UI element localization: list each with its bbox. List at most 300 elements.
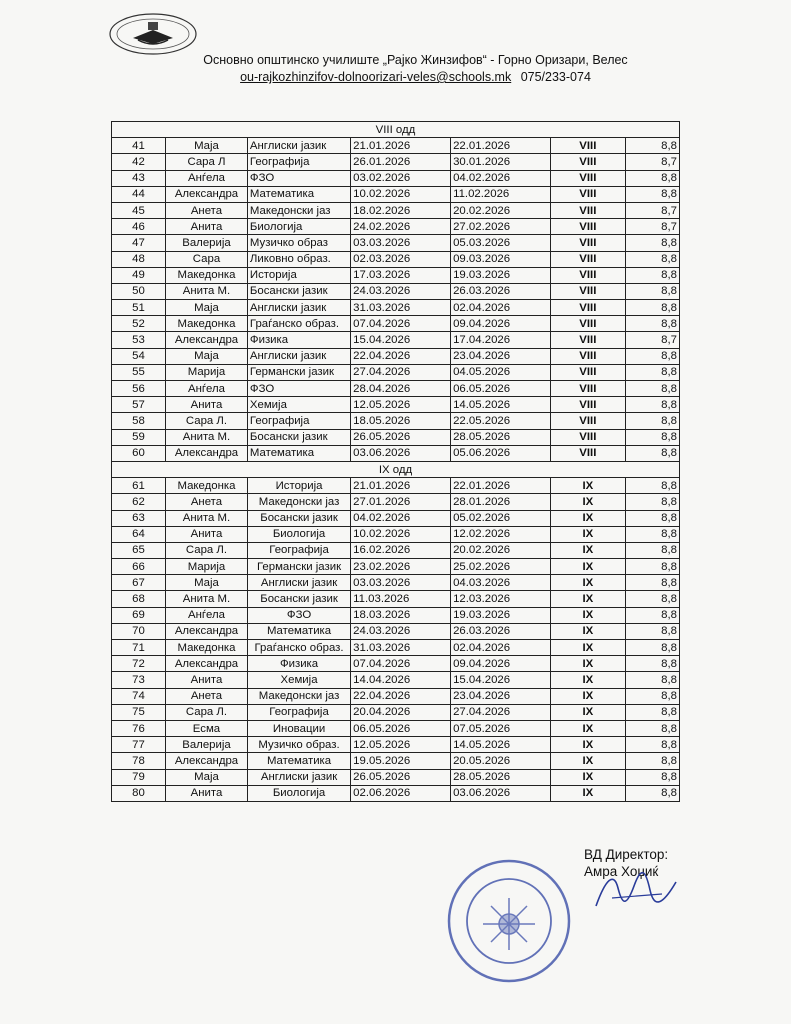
class-grade: VIII bbox=[550, 138, 625, 154]
table-row bbox=[112, 429, 680, 445]
row-number: 59 bbox=[112, 429, 166, 445]
table-row bbox=[112, 316, 680, 332]
start-date: 31.03.2026 bbox=[351, 300, 451, 316]
table-row bbox=[112, 591, 680, 607]
end-date: 23.04.2026 bbox=[451, 348, 551, 364]
teacher-name: Анита М. bbox=[166, 510, 248, 526]
start-date: 03.03.2026 bbox=[351, 235, 451, 251]
class-grade: IX bbox=[550, 591, 625, 607]
class-grade: IX bbox=[550, 542, 625, 558]
start-date: 12.05.2026 bbox=[351, 397, 451, 413]
start-date: 28.04.2026 bbox=[351, 381, 451, 397]
table-row bbox=[112, 138, 680, 154]
start-date: 21.01.2026 bbox=[351, 138, 451, 154]
start-date: 07.04.2026 bbox=[351, 656, 451, 672]
grade-value: 8,8 bbox=[625, 267, 679, 283]
table-row bbox=[112, 542, 680, 558]
end-date: 05.02.2026 bbox=[451, 510, 551, 526]
grade-value: 8,8 bbox=[625, 494, 679, 510]
end-date: 20.05.2026 bbox=[451, 753, 551, 769]
teacher-name: Есма bbox=[166, 720, 248, 736]
subject: Музичко образ. bbox=[247, 737, 350, 753]
row-number: 71 bbox=[112, 640, 166, 656]
table-row bbox=[112, 186, 680, 202]
table-row bbox=[112, 219, 680, 235]
table-row bbox=[112, 607, 680, 623]
subject: Англиски јазик bbox=[247, 575, 350, 591]
table-row bbox=[112, 494, 680, 510]
end-date: 02.04.2026 bbox=[451, 300, 551, 316]
class-grade: IX bbox=[550, 704, 625, 720]
teacher-name: Александра bbox=[166, 753, 248, 769]
end-date: 09.03.2026 bbox=[451, 251, 551, 267]
start-date: 24.03.2026 bbox=[351, 623, 451, 639]
start-date: 22.04.2026 bbox=[351, 348, 451, 364]
grade-value: 8,8 bbox=[625, 429, 679, 445]
row-number: 72 bbox=[112, 656, 166, 672]
row-number: 80 bbox=[112, 785, 166, 801]
end-date: 15.04.2026 bbox=[451, 672, 551, 688]
grade-value: 8,8 bbox=[625, 591, 679, 607]
row-number: 51 bbox=[112, 300, 166, 316]
table-row bbox=[112, 397, 680, 413]
end-date: 04.03.2026 bbox=[451, 575, 551, 591]
table-row bbox=[112, 704, 680, 720]
table-row bbox=[112, 332, 680, 348]
row-number: 60 bbox=[112, 445, 166, 461]
grade-value: 8,8 bbox=[625, 672, 679, 688]
grade-value: 8,8 bbox=[625, 510, 679, 526]
subject: Македонски јаз bbox=[247, 202, 350, 218]
teacher-name: Анета bbox=[166, 202, 248, 218]
row-number: 69 bbox=[112, 607, 166, 623]
table-row bbox=[112, 235, 680, 251]
class-grade: VIII bbox=[550, 381, 625, 397]
subject: Иновации bbox=[247, 720, 350, 736]
start-date: 14.04.2026 bbox=[351, 672, 451, 688]
row-number: 75 bbox=[112, 704, 166, 720]
grade-value: 8,8 bbox=[625, 542, 679, 558]
start-date: 04.02.2026 bbox=[351, 510, 451, 526]
end-date: 28.01.2026 bbox=[451, 494, 551, 510]
row-number: 64 bbox=[112, 526, 166, 542]
start-date: 21.01.2026 bbox=[351, 478, 451, 494]
class-grade: VIII bbox=[550, 219, 625, 235]
subject: Географија bbox=[247, 704, 350, 720]
table-row bbox=[112, 348, 680, 364]
teacher-name: Александра bbox=[166, 186, 248, 202]
row-number: 41 bbox=[112, 138, 166, 154]
start-date: 18.02.2026 bbox=[351, 202, 451, 218]
subject: Босански јазик bbox=[247, 283, 350, 299]
start-date: 11.03.2026 bbox=[351, 591, 451, 607]
subject: Граѓанско образ. bbox=[247, 640, 350, 656]
teacher-name: Марија bbox=[166, 559, 248, 575]
start-date: 03.06.2026 bbox=[351, 445, 451, 461]
grade-value: 8,8 bbox=[625, 575, 679, 591]
grade-value: 8,8 bbox=[625, 300, 679, 316]
subject: Ликовно образ. bbox=[247, 251, 350, 267]
subject: Граѓанско образ. bbox=[247, 316, 350, 332]
end-date: 20.02.2026 bbox=[451, 542, 551, 558]
row-number: 57 bbox=[112, 397, 166, 413]
row-number: 74 bbox=[112, 688, 166, 704]
start-date: 15.04.2026 bbox=[351, 332, 451, 348]
row-number: 79 bbox=[112, 769, 166, 785]
class-grade: VIII bbox=[550, 170, 625, 186]
teacher-name: Македонка bbox=[166, 316, 248, 332]
teacher-name: Анѓела bbox=[166, 381, 248, 397]
subject: Историја bbox=[247, 267, 350, 283]
end-date: 04.05.2026 bbox=[451, 364, 551, 380]
table-row bbox=[112, 753, 680, 769]
teacher-name: Македонка bbox=[166, 267, 248, 283]
row-number: 47 bbox=[112, 235, 166, 251]
grade-value: 8,8 bbox=[625, 138, 679, 154]
start-date: 26.01.2026 bbox=[351, 154, 451, 170]
row-number: 73 bbox=[112, 672, 166, 688]
school-phone: 075/233-074 bbox=[520, 70, 591, 84]
teacher-name: Маја bbox=[166, 138, 248, 154]
end-date: 09.04.2026 bbox=[451, 656, 551, 672]
row-number: 45 bbox=[112, 202, 166, 218]
class-grade: IX bbox=[550, 623, 625, 639]
teacher-name: Маја bbox=[166, 769, 248, 785]
row-number: 54 bbox=[112, 348, 166, 364]
start-date: 07.04.2026 bbox=[351, 316, 451, 332]
teacher-name: Александра bbox=[166, 623, 248, 639]
grade-value: 8,8 bbox=[625, 526, 679, 542]
grade-value: 8,8 bbox=[625, 720, 679, 736]
end-date: 07.05.2026 bbox=[451, 720, 551, 736]
start-date: 27.01.2026 bbox=[351, 494, 451, 510]
grade-value: 8,8 bbox=[625, 769, 679, 785]
grade-value: 8,8 bbox=[625, 785, 679, 801]
table-row bbox=[112, 720, 680, 736]
start-date: 10.02.2026 bbox=[351, 186, 451, 202]
section-title: IX одд bbox=[112, 461, 680, 477]
end-date: 09.04.2026 bbox=[451, 316, 551, 332]
subject: Математика bbox=[247, 445, 350, 461]
start-date: 02.03.2026 bbox=[351, 251, 451, 267]
end-date: 28.05.2026 bbox=[451, 429, 551, 445]
class-grade: IX bbox=[550, 575, 625, 591]
end-date: 19.03.2026 bbox=[451, 607, 551, 623]
end-date: 12.02.2026 bbox=[451, 526, 551, 542]
grade-value: 8,8 bbox=[625, 737, 679, 753]
grade-value: 8,7 bbox=[625, 202, 679, 218]
subject: Физика bbox=[247, 656, 350, 672]
class-grade: IX bbox=[550, 526, 625, 542]
subject: Математика bbox=[247, 186, 350, 202]
teacher-name: Марија bbox=[166, 364, 248, 380]
start-date: 12.05.2026 bbox=[351, 737, 451, 753]
end-date: 05.06.2026 bbox=[451, 445, 551, 461]
class-grade: VIII bbox=[550, 364, 625, 380]
class-grade: IX bbox=[550, 688, 625, 704]
grade-value: 8,8 bbox=[625, 413, 679, 429]
row-number: 48 bbox=[112, 251, 166, 267]
grade-value: 8,7 bbox=[625, 154, 679, 170]
class-grade: VIII bbox=[550, 429, 625, 445]
class-grade: VIII bbox=[550, 300, 625, 316]
subject: Физика bbox=[247, 332, 350, 348]
teacher-name: Александра bbox=[166, 445, 248, 461]
end-date: 27.02.2026 bbox=[451, 219, 551, 235]
official-seal bbox=[446, 858, 572, 984]
end-date: 19.03.2026 bbox=[451, 267, 551, 283]
teacher-name: Валерија bbox=[166, 737, 248, 753]
table-row bbox=[112, 445, 680, 461]
teacher-name: Маја bbox=[166, 300, 248, 316]
start-date: 03.02.2026 bbox=[351, 170, 451, 186]
school-email-link[interactable]: ou-rajkozhinzifov-dolnoorizari-veles@schools.mk bbox=[240, 70, 512, 84]
row-number: 55 bbox=[112, 364, 166, 380]
grade-value: 8,8 bbox=[625, 478, 679, 494]
teacher-name: Маја bbox=[166, 348, 248, 364]
row-number: 78 bbox=[112, 753, 166, 769]
director-name: Амра Хоџиќ bbox=[584, 864, 659, 879]
grade-value: 8,8 bbox=[625, 251, 679, 267]
subject: Хемија bbox=[247, 672, 350, 688]
class-grade: IX bbox=[550, 640, 625, 656]
end-date: 22.01.2026 bbox=[451, 478, 551, 494]
table-row bbox=[112, 202, 680, 218]
class-grade: IX bbox=[550, 737, 625, 753]
table-row bbox=[112, 785, 680, 801]
school-logo bbox=[108, 12, 198, 56]
end-date: 26.03.2026 bbox=[451, 283, 551, 299]
subject: Босански јазик bbox=[247, 591, 350, 607]
end-date: 26.03.2026 bbox=[451, 623, 551, 639]
teacher-name: Маја bbox=[166, 575, 248, 591]
school-name: Основно општинско училиште „Рајко Жинзифов“ - Горно Оризари, Велес bbox=[203, 53, 628, 67]
class-grade: IX bbox=[550, 656, 625, 672]
row-number: 62 bbox=[112, 494, 166, 510]
subject: Босански јазик bbox=[247, 510, 350, 526]
schedule-table bbox=[111, 121, 680, 802]
end-date: 30.01.2026 bbox=[451, 154, 551, 170]
class-grade: IX bbox=[550, 607, 625, 623]
end-date: 05.03.2026 bbox=[451, 235, 551, 251]
end-date: 20.02.2026 bbox=[451, 202, 551, 218]
row-number: 70 bbox=[112, 623, 166, 639]
class-grade: VIII bbox=[550, 235, 625, 251]
row-number: 76 bbox=[112, 720, 166, 736]
subject: Англиски јазик bbox=[247, 300, 350, 316]
end-date: 06.05.2026 bbox=[451, 381, 551, 397]
subject: Англиски јазик bbox=[247, 769, 350, 785]
school-header bbox=[0, 52, 791, 86]
end-date: 14.05.2026 bbox=[451, 737, 551, 753]
grade-value: 8,8 bbox=[625, 316, 679, 332]
class-grade: IX bbox=[550, 720, 625, 736]
end-date: 14.05.2026 bbox=[451, 397, 551, 413]
teacher-name: Александра bbox=[166, 332, 248, 348]
class-grade: IX bbox=[550, 672, 625, 688]
grade-value: 8,8 bbox=[625, 623, 679, 639]
start-date: 26.05.2026 bbox=[351, 429, 451, 445]
class-grade: VIII bbox=[550, 283, 625, 299]
section-header-row bbox=[112, 122, 680, 138]
grade-value: 8,7 bbox=[625, 219, 679, 235]
subject: Биологија bbox=[247, 219, 350, 235]
grade-value: 8,8 bbox=[625, 656, 679, 672]
teacher-name: Сара Л. bbox=[166, 542, 248, 558]
subject: Босански јазик bbox=[247, 429, 350, 445]
start-date: 22.04.2026 bbox=[351, 688, 451, 704]
subject: Историја bbox=[247, 478, 350, 494]
class-grade: VIII bbox=[550, 267, 625, 283]
start-date: 10.02.2026 bbox=[351, 526, 451, 542]
start-date: 17.03.2026 bbox=[351, 267, 451, 283]
start-date: 31.03.2026 bbox=[351, 640, 451, 656]
class-grade: VIII bbox=[550, 202, 625, 218]
subject: Македонски јаз bbox=[247, 494, 350, 510]
class-grade: IX bbox=[550, 769, 625, 785]
table-row bbox=[112, 688, 680, 704]
table-row bbox=[112, 381, 680, 397]
class-grade: VIII bbox=[550, 186, 625, 202]
start-date: 20.04.2026 bbox=[351, 704, 451, 720]
grade-value: 8,7 bbox=[625, 332, 679, 348]
table-row bbox=[112, 170, 680, 186]
subject: ФЗО bbox=[247, 607, 350, 623]
class-grade: VIII bbox=[550, 154, 625, 170]
class-grade: VIII bbox=[550, 316, 625, 332]
grade-value: 8,8 bbox=[625, 445, 679, 461]
subject: Хемија bbox=[247, 397, 350, 413]
table-row bbox=[112, 413, 680, 429]
start-date: 06.05.2026 bbox=[351, 720, 451, 736]
table-row bbox=[112, 640, 680, 656]
start-date: 03.03.2026 bbox=[351, 575, 451, 591]
grade-value: 8,8 bbox=[625, 364, 679, 380]
grade-value: 8,8 bbox=[625, 753, 679, 769]
start-date: 23.02.2026 bbox=[351, 559, 451, 575]
table-row bbox=[112, 559, 680, 575]
table-row bbox=[112, 251, 680, 267]
start-date: 24.02.2026 bbox=[351, 219, 451, 235]
end-date: 22.05.2026 bbox=[451, 413, 551, 429]
subject: Математика bbox=[247, 623, 350, 639]
subject: ФЗО bbox=[247, 170, 350, 186]
row-number: 63 bbox=[112, 510, 166, 526]
section-title: VIII одд bbox=[112, 122, 680, 138]
teacher-name: Анита bbox=[166, 219, 248, 235]
class-grade: VIII bbox=[550, 251, 625, 267]
end-date: 25.02.2026 bbox=[451, 559, 551, 575]
start-date: 26.05.2026 bbox=[351, 769, 451, 785]
end-date: 12.03.2026 bbox=[451, 591, 551, 607]
row-number: 46 bbox=[112, 219, 166, 235]
start-date: 18.05.2026 bbox=[351, 413, 451, 429]
row-number: 43 bbox=[112, 170, 166, 186]
row-number: 50 bbox=[112, 283, 166, 299]
row-number: 66 bbox=[112, 559, 166, 575]
table-row bbox=[112, 623, 680, 639]
handwritten-signature bbox=[592, 868, 680, 912]
table-row bbox=[112, 526, 680, 542]
end-date: 02.04.2026 bbox=[451, 640, 551, 656]
start-date: 16.02.2026 bbox=[351, 542, 451, 558]
table-row bbox=[112, 737, 680, 753]
table-row bbox=[112, 364, 680, 380]
end-date: 11.02.2026 bbox=[451, 186, 551, 202]
class-grade: IX bbox=[550, 559, 625, 575]
class-grade: IX bbox=[550, 510, 625, 526]
row-number: 44 bbox=[112, 186, 166, 202]
grade-value: 8,8 bbox=[625, 348, 679, 364]
class-grade: IX bbox=[550, 785, 625, 801]
grade-value: 8,8 bbox=[625, 397, 679, 413]
start-date: 24.03.2026 bbox=[351, 283, 451, 299]
subject: Германски јазик bbox=[247, 364, 350, 380]
teacher-name: Анита М. bbox=[166, 283, 248, 299]
row-number: 42 bbox=[112, 154, 166, 170]
row-number: 67 bbox=[112, 575, 166, 591]
table-row bbox=[112, 300, 680, 316]
teacher-name: Анита bbox=[166, 672, 248, 688]
end-date: 27.04.2026 bbox=[451, 704, 551, 720]
grade-value: 8,8 bbox=[625, 283, 679, 299]
subject: Македонски јаз bbox=[247, 688, 350, 704]
table-row bbox=[112, 672, 680, 688]
table-row bbox=[112, 510, 680, 526]
grade-value: 8,8 bbox=[625, 381, 679, 397]
class-grade: IX bbox=[550, 753, 625, 769]
grade-value: 8,8 bbox=[625, 235, 679, 251]
grade-value: 8,8 bbox=[625, 640, 679, 656]
class-grade: VIII bbox=[550, 332, 625, 348]
class-grade: VIII bbox=[550, 397, 625, 413]
start-date: 18.03.2026 bbox=[351, 607, 451, 623]
end-date: 04.02.2026 bbox=[451, 170, 551, 186]
class-grade: VIII bbox=[550, 348, 625, 364]
table-row bbox=[112, 769, 680, 785]
section-header-row bbox=[112, 461, 680, 477]
subject: Географија bbox=[247, 413, 350, 429]
teacher-name: Македонка bbox=[166, 478, 248, 494]
grade-value: 8,8 bbox=[625, 559, 679, 575]
table-row bbox=[112, 154, 680, 170]
row-number: 52 bbox=[112, 316, 166, 332]
class-grade: VIII bbox=[550, 445, 625, 461]
row-number: 58 bbox=[112, 413, 166, 429]
teacher-name: Сара Л. bbox=[166, 413, 248, 429]
table-row bbox=[112, 267, 680, 283]
subject: Географија bbox=[247, 154, 350, 170]
end-date: 22.01.2026 bbox=[451, 138, 551, 154]
subject: Географија bbox=[247, 542, 350, 558]
subject: Биологија bbox=[247, 785, 350, 801]
class-grade: IX bbox=[550, 478, 625, 494]
start-date: 19.05.2026 bbox=[351, 753, 451, 769]
row-number: 61 bbox=[112, 478, 166, 494]
row-number: 56 bbox=[112, 381, 166, 397]
teacher-name: Анѓела bbox=[166, 607, 248, 623]
teacher-name: Анита М. bbox=[166, 429, 248, 445]
table-row bbox=[112, 656, 680, 672]
row-number: 68 bbox=[112, 591, 166, 607]
grade-value: 8,8 bbox=[625, 186, 679, 202]
grade-value: 8,8 bbox=[625, 704, 679, 720]
teacher-name: Анита bbox=[166, 785, 248, 801]
grade-value: 8,8 bbox=[625, 170, 679, 186]
teacher-name: Анита bbox=[166, 526, 248, 542]
subject: Музичко образ bbox=[247, 235, 350, 251]
subject: Германски јазик bbox=[247, 559, 350, 575]
